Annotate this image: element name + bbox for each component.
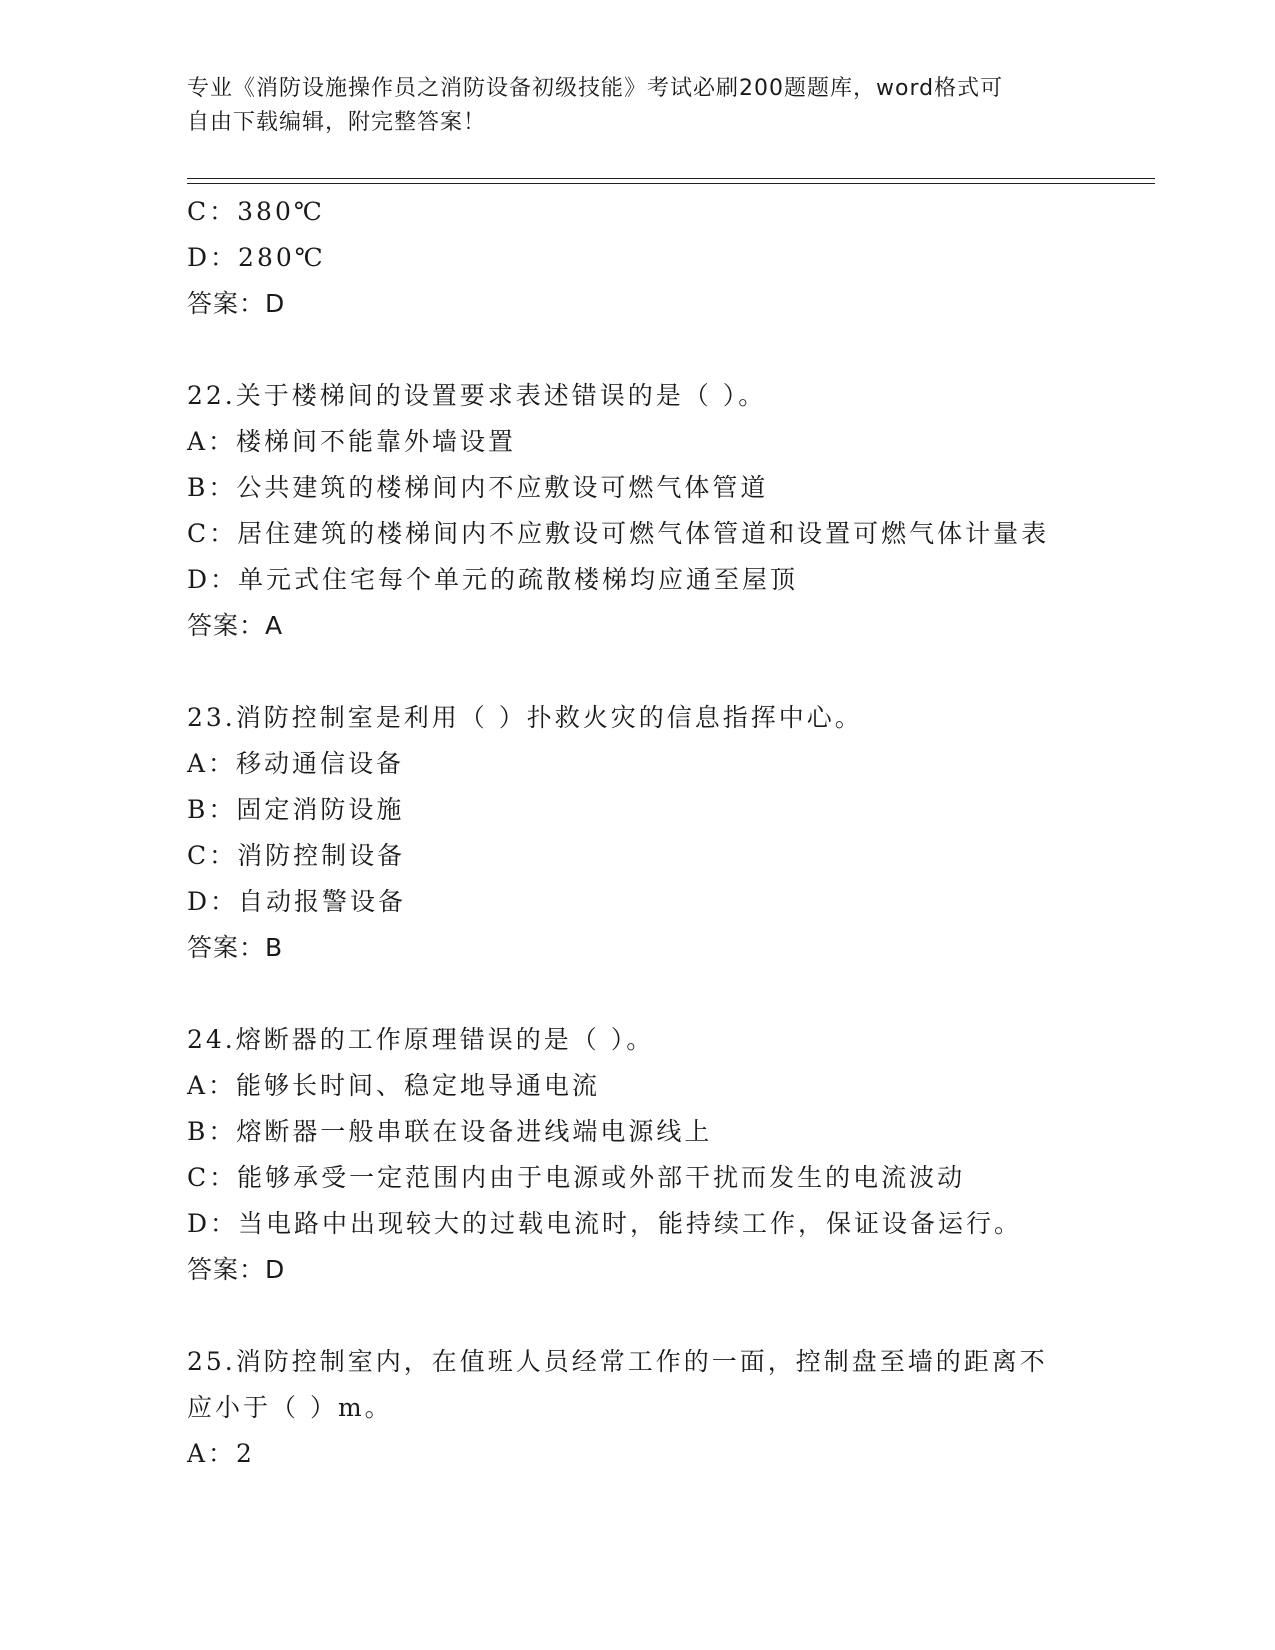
option-d: D：280℃ <box>187 243 326 272</box>
option-a: A：楼梯间不能靠外墙设置 <box>187 427 517 456</box>
spacer <box>187 971 1147 1017</box>
option-c: C：380℃ <box>187 197 325 226</box>
document-body <box>187 189 1147 1477</box>
answer-line: 答案：D <box>187 289 286 318</box>
spacer <box>187 1293 1147 1339</box>
option-d: D：当电路中出现较大的过载电流时，能持续工作，保证设备运行。 <box>187 1209 1023 1238</box>
question-25 <box>187 1339 1147 1477</box>
option-c: C：消防控制设备 <box>187 841 406 870</box>
question-21-continued <box>187 189 1147 327</box>
spacer <box>187 327 1147 373</box>
header-rule-top <box>187 178 1155 179</box>
option-a: A：能够长时间、稳定地导通电流 <box>187 1071 601 1100</box>
question-text: 22.关于楼梯间的设置要求表述错误的是（ ）。 <box>187 381 767 410</box>
spacer <box>187 649 1147 695</box>
option-c: C：能够承受一定范围内由于电源或外部干扰而发生的电流波动 <box>187 1163 966 1192</box>
question-22 <box>187 373 1147 649</box>
answer-line: 答案：B <box>187 933 284 962</box>
option-c: C：居住建筑的楼梯间内不应敷设可燃气体管道和设置可燃气体计量表 <box>187 519 1050 548</box>
option-a: A：2 <box>187 1439 255 1468</box>
option-d: D：单元式住宅每个单元的疏散楼梯均应通至屋顶 <box>187 565 799 594</box>
question-text: 24.熔断器的工作原理错误的是（ ）。 <box>187 1025 655 1054</box>
question-24 <box>187 1017 1147 1293</box>
option-b: B：熔断器一般串联在设备进线端电源线上 <box>187 1117 713 1146</box>
answer-line: 答案：D <box>187 1255 286 1284</box>
header-line-2: 自由下载编辑，附完整答案！ <box>187 110 487 135</box>
option-b: B：固定消防设施 <box>187 795 405 824</box>
option-d: D：自动报警设备 <box>187 887 407 916</box>
header-line-1: 专业《消防设施操作员之消防设备初级技能》考试必刷200题题库，word格式可 <box>187 76 1004 101</box>
option-a: A：移动通信设备 <box>187 749 405 778</box>
document-header <box>187 72 1087 140</box>
option-b: B：公共建筑的楼梯间内不应敷设可燃气体管道 <box>187 473 769 502</box>
header-rule-bottom <box>187 183 1155 184</box>
question-text-line-2: 应小于（ ）m。 <box>187 1393 393 1422</box>
question-23 <box>187 695 1147 971</box>
answer-line: 答案：A <box>187 611 284 640</box>
question-text-line-1: 25.消防控制室内，在值班人员经常工作的一面，控制盘至墙的距离不 <box>187 1347 1048 1376</box>
question-text: 23.消防控制室是利用（ ）扑救火灾的信息指挥中心。 <box>187 703 863 732</box>
